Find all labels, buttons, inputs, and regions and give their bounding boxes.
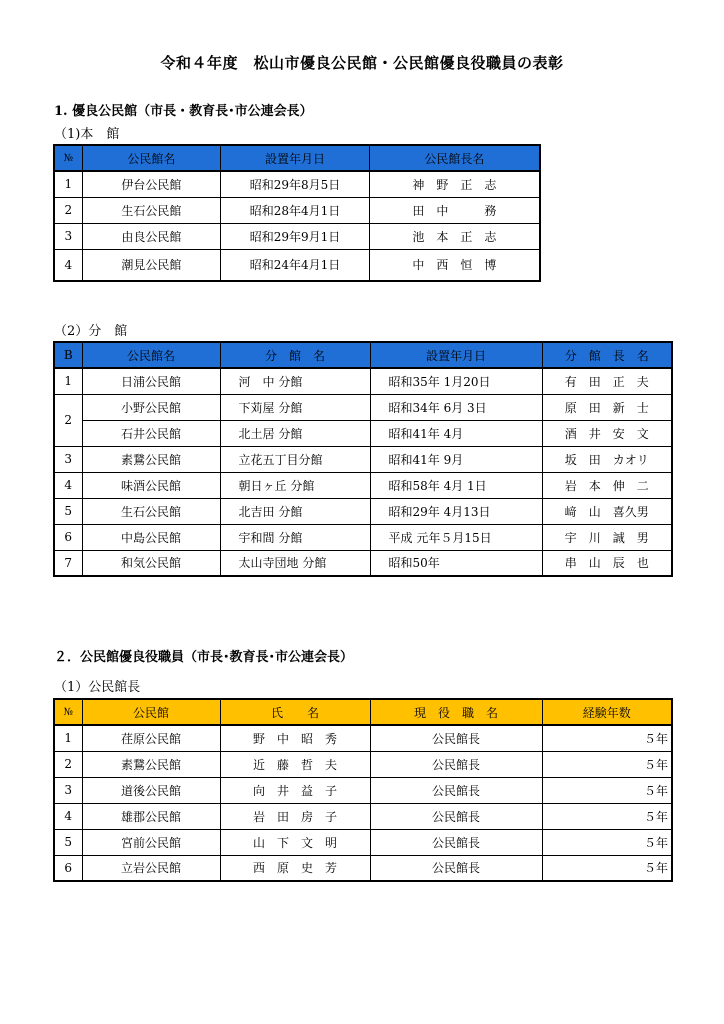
cell-years: ５年 [542, 777, 672, 803]
table-header-row [54, 699, 672, 725]
cell-date: 昭和41年 4月 [370, 420, 542, 446]
table-row [54, 368, 672, 394]
table-row [54, 777, 672, 803]
cell-chief: 﨑 山 喜久男 [542, 498, 672, 524]
cell-no: 3 [54, 223, 82, 249]
cell-position: 公民館長 [370, 855, 542, 881]
cell-chief: 宇 川 誠 男 [542, 524, 672, 550]
chief-label: （1）公民館長 [54, 680, 141, 695]
table-row [54, 803, 672, 829]
cell-no: 4 [54, 472, 82, 498]
page-title: 令和４年度 松山市優良公民館・公民館優良役職員の表彰 [160, 54, 564, 72]
cell-chief: 有 田 正 夫 [542, 368, 672, 394]
cell-kominkan: 立岩公民館 [82, 855, 220, 881]
col-header-chief: 公民館長名 [369, 145, 540, 171]
cell-kominkan: 和気公民館 [82, 550, 220, 576]
cell-no: 2 [54, 394, 82, 446]
section2-heading: ２．公民館優良役職員（市長･教育長･市公連会長） [54, 650, 354, 665]
table-row [54, 855, 672, 881]
col-header-kominkan: 公民館名 [82, 145, 221, 171]
cell-kominkan: 石井公民館 [82, 420, 220, 446]
cell-bunkan: 太山寺団地 分館 [220, 550, 370, 576]
cell-position: 公民館長 [370, 777, 542, 803]
cell-no: 6 [54, 855, 82, 881]
cell-kominkan: 生石公民館 [82, 498, 220, 524]
cell-kominkan: 雄郡公民館 [82, 803, 220, 829]
cell-bunkan: 河 中 分館 [220, 368, 370, 394]
cell-bunkan: 下苅屋 分館 [220, 394, 370, 420]
cell-position: 公民館長 [370, 751, 542, 777]
cell-name: 向 井 益 子 [220, 777, 370, 803]
cell-no: 2 [54, 197, 82, 223]
cell-no: 4 [54, 249, 82, 281]
cell-bunkan: 北土居 分館 [220, 420, 370, 446]
table-row [54, 524, 672, 550]
cell-years: ５年 [542, 855, 672, 881]
cell-kominkan: 素鵞公民館 [82, 446, 220, 472]
cell-kominkan: 伊台公民館 [82, 171, 221, 197]
cell-no: 4 [54, 803, 82, 829]
cell-chief: 原 田 新 士 [542, 394, 672, 420]
cell-chief: 田 中 務 [369, 197, 540, 223]
cell-years: ５年 [542, 829, 672, 855]
cell-name: 西 原 史 芳 [220, 855, 370, 881]
col-header-kominkan: 公民館 [82, 699, 220, 725]
col-header-years: 経験年数 [542, 699, 672, 725]
cell-date: 昭和35年 1月20日 [370, 368, 542, 394]
cell-bunkan: 立花五丁目分館 [220, 446, 370, 472]
cell-kominkan: 由良公民館 [82, 223, 221, 249]
cell-years: ５年 [542, 803, 672, 829]
cell-no: 3 [54, 777, 82, 803]
table-row [54, 171, 540, 197]
branch-label: （2）分 館 [54, 324, 128, 339]
cell-no: 5 [54, 498, 82, 524]
cell-kominkan: 日浦公民館 [82, 368, 220, 394]
table-row [54, 249, 540, 281]
col-header-bunkan: 分 館 名 [220, 342, 370, 368]
cell-kominkan: 荏原公民館 [82, 725, 220, 751]
cell-kominkan: 味酒公民館 [82, 472, 220, 498]
cell-no: 6 [54, 524, 82, 550]
cell-years: ５年 [542, 725, 672, 751]
cell-no: 2 [54, 751, 82, 777]
cell-no: 1 [54, 725, 82, 751]
cell-date: 平成 元年５月15日 [370, 524, 542, 550]
col-header-name: 氏 名 [220, 699, 370, 725]
cell-date: 昭和29年 4月13日 [370, 498, 542, 524]
cell-date: 昭和50年 [370, 550, 542, 576]
cell-bunkan: 北吉田 分館 [220, 498, 370, 524]
table-row [54, 197, 540, 223]
cell-date: 昭和24年4月1日 [221, 249, 370, 281]
cell-no: 1 [54, 171, 82, 197]
cell-kominkan: 中島公民館 [82, 524, 220, 550]
table-row [54, 472, 672, 498]
cell-no: 3 [54, 446, 82, 472]
cell-bunkan: 宇和間 分館 [220, 524, 370, 550]
cell-years: ５年 [542, 751, 672, 777]
cell-kominkan: 小野公民館 [82, 394, 220, 420]
cell-chief: 神 野 正 志 [369, 171, 540, 197]
table-row [54, 498, 672, 524]
cell-kominkan: 道後公民館 [82, 777, 220, 803]
cell-name: 岩 田 房 子 [220, 803, 370, 829]
main-hall-label: （1)本 館 [54, 127, 120, 142]
table-row [54, 829, 672, 855]
cell-chief: 池 本 正 志 [369, 223, 540, 249]
col-header-no: № [54, 699, 82, 725]
cell-chief: 中 西 恒 博 [369, 249, 540, 281]
cell-name: 山 下 文 明 [220, 829, 370, 855]
table-header-row [54, 145, 540, 171]
table-row [54, 751, 672, 777]
cell-date: 昭和58年 4月 1日 [370, 472, 542, 498]
cell-kominkan: 宮前公民館 [82, 829, 220, 855]
cell-kominkan: 潮見公民館 [82, 249, 221, 281]
cell-chief: 酒 井 安 文 [542, 420, 672, 446]
cell-date: 昭和29年9月1日 [221, 223, 370, 249]
cell-date: 昭和28年4月1日 [221, 197, 370, 223]
col-header-chief: 分 館 長 名 [542, 342, 672, 368]
cell-position: 公民館長 [370, 725, 542, 751]
cell-date: 昭和41年 9月 [370, 446, 542, 472]
table-header-row [54, 342, 672, 368]
cell-date: 昭和34年 6月 3日 [370, 394, 542, 420]
cell-bunkan: 朝日ヶ丘 分館 [220, 472, 370, 498]
section1-heading: 1. 優良公民館（市長・教育長･市公連会長） [54, 104, 313, 119]
table-row [54, 446, 672, 472]
table-row [54, 725, 672, 751]
col-header-b: B [54, 342, 82, 368]
cell-kominkan: 生石公民館 [82, 197, 221, 223]
col-header-position: 現 役 職 名 [370, 699, 542, 725]
table-row [54, 223, 540, 249]
cell-chief: 岩 本 伸 二 [542, 472, 672, 498]
chief-table [53, 698, 673, 882]
cell-position: 公民館長 [370, 803, 542, 829]
cell-position: 公民館長 [370, 829, 542, 855]
col-header-date: 設置年月日 [370, 342, 542, 368]
cell-no: 1 [54, 368, 82, 394]
cell-kominkan: 素鵞公民館 [82, 751, 220, 777]
cell-chief: 坂 田 カオリ [542, 446, 672, 472]
col-header-kominkan: 公民館名 [82, 342, 220, 368]
cell-name: 近 藤 哲 夫 [220, 751, 370, 777]
col-header-date: 設置年月日 [221, 145, 370, 171]
table-row [54, 550, 672, 576]
col-header-no: № [54, 145, 82, 171]
table-row [54, 420, 672, 446]
cell-no: 5 [54, 829, 82, 855]
cell-name: 野 中 昭 秀 [220, 725, 370, 751]
cell-date: 昭和29年8月5日 [221, 171, 370, 197]
table-row [54, 394, 672, 420]
cell-no: 7 [54, 550, 82, 576]
main-hall-table [53, 144, 541, 282]
cell-chief: 串 山 辰 也 [542, 550, 672, 576]
branch-table [53, 341, 673, 577]
